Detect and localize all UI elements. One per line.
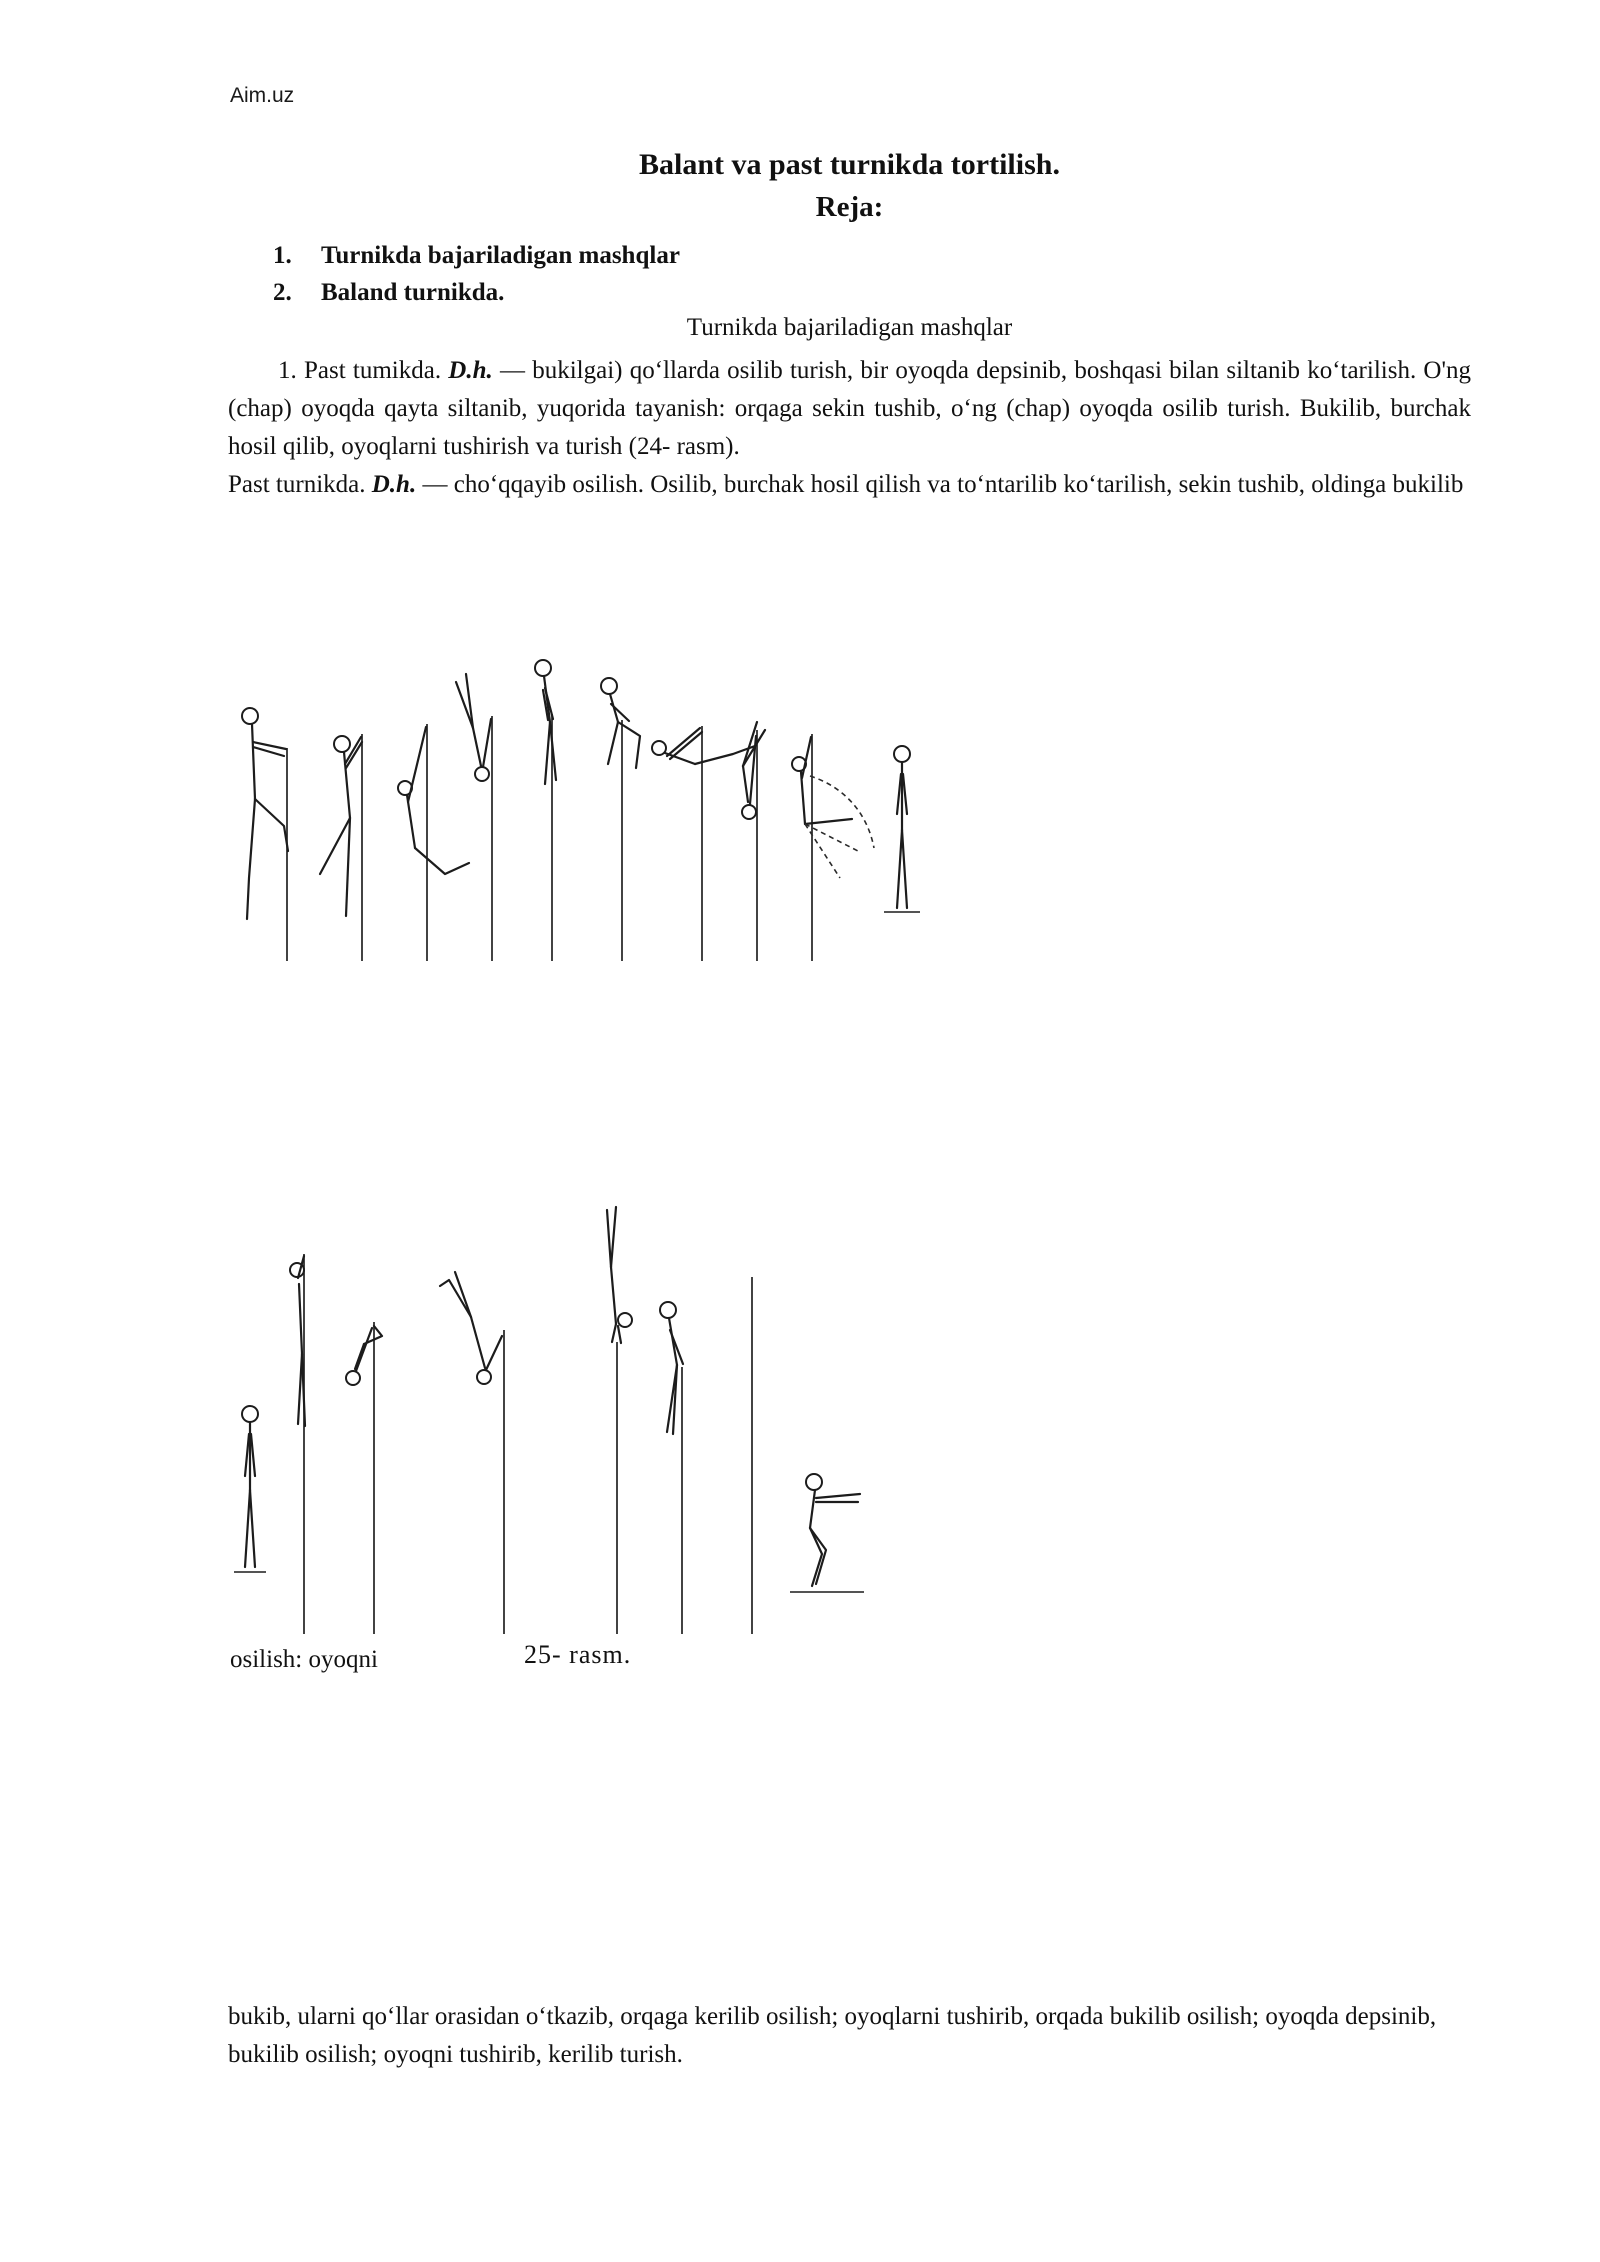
- bar-poles: [287, 714, 812, 961]
- gymnast-sitting-on-bar: [601, 678, 640, 768]
- plan-item-1: [273, 237, 680, 274]
- site-watermark: Aim.uz: [230, 84, 295, 107]
- document-title: Balant va past turnikda tortilish.: [639, 148, 1060, 181]
- body-text: [228, 352, 1471, 504]
- gymnast-l-hang-with-motion: [792, 737, 874, 878]
- gymnast-standing-attention: [234, 1406, 266, 1572]
- closing-paragraph: bukib, ularni qo‘llar orasidan o‘tkazib, orqaga kerilib osilish; oyoqlarni tushirib, orqada bukilib osilish; oyoqda depsinib, bukilib osilish; oyoqni tushirib, kerilib turish.: [228, 2003, 1437, 2068]
- paragraph1-term: D.h.: [448, 357, 493, 384]
- plan-heading: Reja:: [815, 191, 884, 223]
- plan-item-number: 2.: [273, 279, 292, 306]
- paragraph2-term: D.h.: [371, 471, 417, 498]
- plan-item-label: Baland turnikda.: [321, 279, 505, 306]
- plan-item-2: [273, 274, 680, 311]
- paragraph-past-turnik-1: [228, 352, 1471, 466]
- paragraph2-lead: Past turnikda.: [228, 471, 372, 498]
- gymnast-horizontal-pike: [652, 728, 755, 764]
- figure-24-rasm-illustration: [212, 616, 1032, 974]
- plan-list: [273, 237, 680, 311]
- paragraph1-lead: 1. Past tumikda.: [278, 357, 449, 384]
- paragraph1-body: — bukilgai) qo‘llarda osilib turish, bir oyoqda depsinib, boshqasi bilan siltanib ko‘tarilish. O'ng (chap) oyoqda qayta siltanib, yuqorida tayanish: orqaga sekin tushib, o‘ng (chap) oyoqda osilib turish. Bukilib, burchak hosil qilib, oyoqlarni tushirish va turish (24- rasm).: [228, 357, 1471, 460]
- gymnast-handstand-on-bar: [607, 1207, 632, 1343]
- figure-caption-25-rasm: 25- rasm.: [524, 1640, 632, 1669]
- gymnast-standing-leg-raised: [242, 708, 288, 919]
- plan-item-label: Turnikda bajariladigan mashqlar: [321, 242, 680, 269]
- gymnast-squat-arms-forward: [790, 1474, 864, 1592]
- gymnast-kick-up: [456, 674, 491, 781]
- paragraph2-body: — cho‘qqayib osilish. Osilib, burchak hosil qilish va to‘ntarilib ko‘tarilish, sekin tushib, oldinga bukilib: [416, 471, 1464, 498]
- figure-caption-left: osilish: oyoqni: [230, 1646, 378, 1673]
- section-heading: Turnikda bajariladigan mashqlar: [686, 314, 1013, 341]
- gymnast-front-support: [660, 1302, 683, 1434]
- gymnast-straight-hang: [290, 1256, 305, 1426]
- gymnast-standing-attention: [884, 746, 920, 912]
- gymnast-inverted-pike-hang: [440, 1272, 502, 1384]
- paragraph-past-turnik-2: [228, 466, 1471, 504]
- gymnast-inverted-hang: [742, 722, 765, 819]
- gymnast-grip-leg-back: [320, 736, 362, 916]
- plan-item-number: 1.: [273, 242, 292, 269]
- gymnast-swing-under-bar: [398, 727, 469, 874]
- bar-poles: [304, 1254, 752, 1634]
- figure-25-rasm-illustration: [212, 1182, 912, 1647]
- gymnast-tucked-inverted-hang: [346, 1326, 382, 1385]
